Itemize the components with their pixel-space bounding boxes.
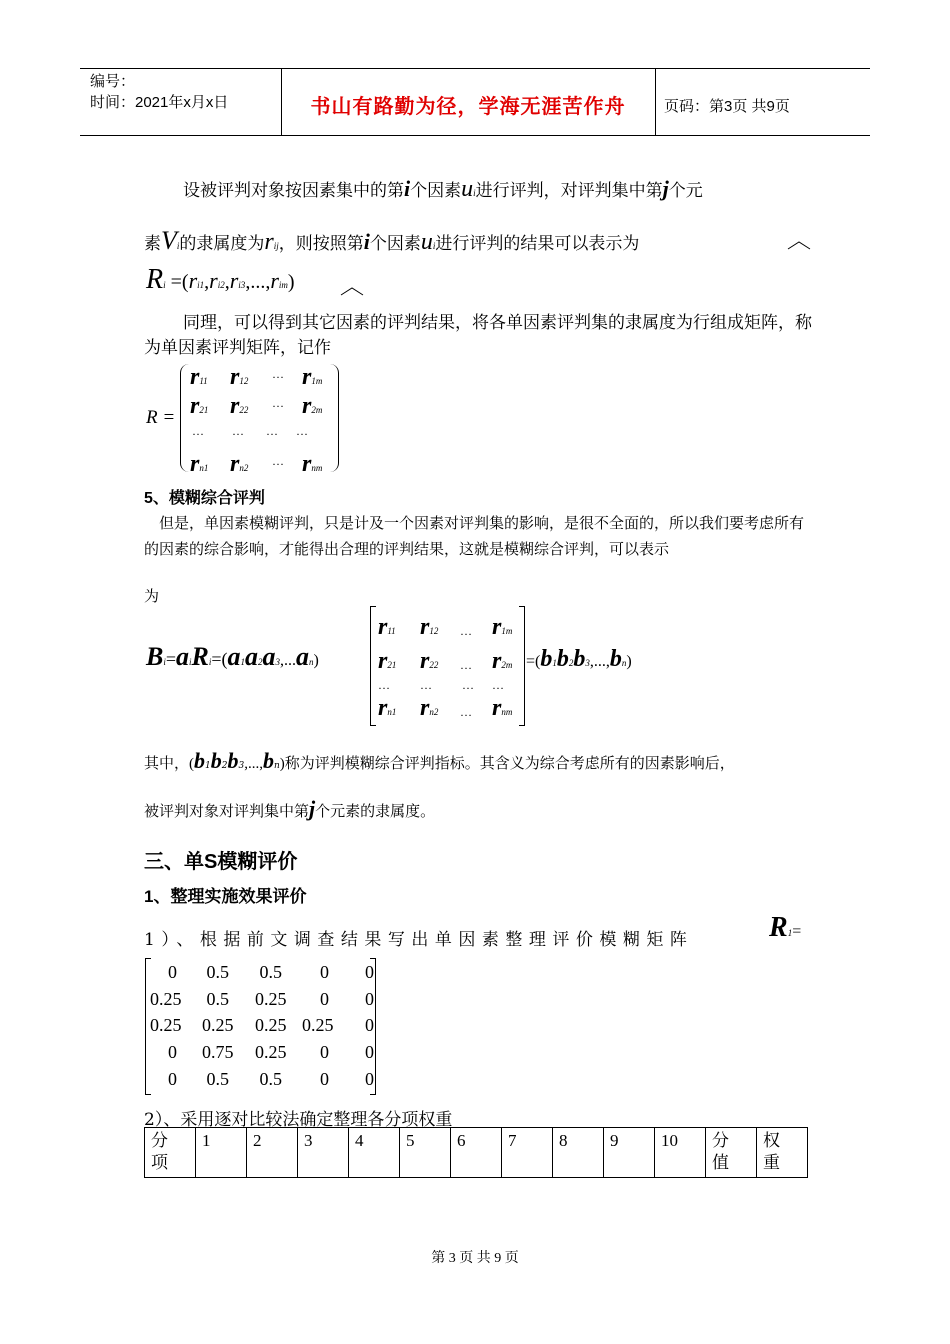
step-2-text: 2）、采用逐对比较法确定整理各分项权重 — [144, 1110, 453, 1130]
matrix-R1-cell: 0.25 — [150, 1015, 182, 1035]
p2-var-r: r — [264, 229, 274, 255]
hat-symbol-1 — [787, 240, 811, 250]
weight-table-header-cell: 10 — [655, 1128, 706, 1178]
matrix-R-rn1: rn1 — [190, 451, 209, 477]
step-1-R1: R1= — [769, 912, 802, 943]
weight-table-header-cell: 8 — [553, 1128, 604, 1178]
matrix-R-dots-2: ··· — [272, 399, 284, 413]
weight-table-header-cell: 2 — [247, 1128, 298, 1178]
header-number-label: 编号： — [90, 73, 136, 90]
matrix-R1-cell: 0 — [320, 989, 329, 1009]
weight-table-header-cell: 4 — [349, 1128, 400, 1178]
subsection-1-title: 1、整理实施效果评价 — [144, 887, 307, 906]
paragraph-2 — [144, 226, 639, 256]
matrix-R1-cell: 0 — [168, 962, 177, 982]
p1-var-j: j — [662, 176, 669, 201]
matrix-R1-cell: 0.5 — [206, 1069, 229, 1089]
header-divider-2 — [655, 68, 656, 135]
section-3-title: 三、单S模糊评价 — [144, 851, 298, 873]
p1-text-c: 进行评判，对评判集中第 — [475, 181, 663, 201]
matrix-R1-cell: 0.25 — [255, 989, 287, 1009]
weight-table-header-cell: 分 值 — [706, 1128, 757, 1178]
matrix-B-r2m: r2m — [492, 648, 513, 674]
p2-text-e: 进行评判的结果可以表示为 — [435, 234, 640, 254]
matrix-R1-cell: 0 — [320, 1042, 329, 1062]
matrix-R1-cell: 0 — [320, 962, 329, 982]
matrix-R1-cell: 0 — [365, 989, 374, 1009]
matrix-R-r1m: r1m — [302, 364, 323, 390]
matrix-R1-cell: 0 — [365, 962, 374, 982]
weight-table — [144, 1127, 808, 1178]
p1-text-a: 设被评判对象按因素集中的第 — [183, 181, 404, 201]
matrix-B-dots-row3: … … … … — [378, 678, 504, 692]
matrix-R-r21: r21 — [190, 393, 209, 419]
matrix-R1-cell: 0.25 — [255, 1015, 287, 1035]
matrix-B-left-bracket — [370, 606, 376, 726]
p2-var-i: i — [363, 229, 370, 254]
matrix-B-right-bracket — [519, 606, 525, 726]
matrix-R1-cell: 0.5 — [206, 989, 229, 1009]
weight-table-header-cell: 7 — [502, 1128, 553, 1178]
p2-var-u: u — [420, 229, 433, 255]
matrix-R-r12: r12 — [230, 364, 249, 390]
weight-table-header-cell: 权 重 — [757, 1128, 808, 1178]
b-formula-right: =(b1b2b3,...,bn) — [526, 646, 632, 672]
p6-text-b: 个元素的隶属度。 — [315, 802, 436, 820]
p5-text-a: 其中， — [144, 754, 190, 772]
b-formula-left: Bi=aiRi=(a1a2a3,...an) — [146, 642, 319, 671]
p2-text-c: ，则按照第 — [278, 234, 364, 254]
matrix-B-r21: r21 — [378, 648, 397, 674]
weight-table-header-cell: 3 — [298, 1128, 349, 1178]
matrix-B-dots-4: … — [460, 705, 472, 719]
matrix-B-rn1: rn1 — [378, 695, 397, 721]
header-motto: 书山有路勤为径，学海无涯苦作舟 — [310, 96, 626, 118]
matrix-R1-cell: 0.75 — [202, 1042, 234, 1062]
matrix-R1-cell: 0.5 — [259, 1069, 282, 1089]
p2-text-d: 个因素 — [369, 234, 421, 254]
matrix-R-dots-1: ··· — [272, 370, 284, 384]
p2-text-a: 素 — [144, 234, 161, 254]
p2-sub-i2: i — [432, 241, 436, 251]
matrix-R1-cell: 0 — [168, 1042, 177, 1062]
p1-sub-i: i — [473, 188, 476, 198]
matrix-B-dots-1: … — [460, 624, 472, 638]
matrix-B-r22: r22 — [420, 648, 439, 674]
matrix-R1-cell: 0.25 — [302, 1015, 334, 1035]
p1-text-b: 个因素 — [410, 181, 462, 201]
p6-var-j: j — [309, 796, 316, 821]
weight-table-header-cell: 分 项 — [145, 1128, 196, 1178]
weight-table-header-cell: 5 — [400, 1128, 451, 1178]
weight-table-header-row — [145, 1128, 808, 1178]
matrix-R1-cell: 0.5 — [259, 962, 282, 982]
matrix-R-r22: r22 — [230, 393, 249, 419]
matrix-R-right-paren — [330, 364, 339, 472]
header-top-rule — [80, 68, 870, 69]
p2-var-V: V — [161, 226, 177, 255]
matrix-B-rnm: rnm — [492, 695, 513, 721]
weight-table-header-cell: 1 — [196, 1128, 247, 1178]
paragraph-4-end: 为 — [144, 587, 160, 605]
matrix-R-left-paren — [180, 364, 189, 472]
paragraph-5: 其中，(b1b2b3,...,bn)称为评判模糊综合评判指标。其含义为综合考虑所有的因素影响后， — [144, 748, 735, 773]
p1-text-d: 个元 — [668, 181, 703, 201]
matrix-B-r1m: r1m — [492, 614, 513, 640]
matrix-B-rn2: rn2 — [420, 695, 439, 721]
p2-text-b: 的隶属度为 — [179, 234, 265, 254]
p6-text-a: 被评判对象对评判集中第 — [144, 802, 310, 820]
paragraph-3: 同理，可以得到其它因素的评判结果，将各单因素评判集的隶属度为行组成矩阵，称为单因素评判矩阵，记作 — [144, 313, 812, 358]
ri-formula: Ri =(ri1,ri2,ri3,...,rim) — [146, 264, 295, 295]
matrix-R1-cell: 0 — [365, 1042, 374, 1062]
matrix-R1-cell: 0.5 — [206, 962, 229, 982]
matrix-R1-cell: 0.25 — [255, 1042, 287, 1062]
matrix-R-dots-row3: ··· ··· ··· ··· — [192, 427, 308, 441]
page-footer: 第 3 页 共 9 页 — [431, 1251, 519, 1266]
paragraph-6 — [144, 796, 435, 822]
matrix-R1-cell: 0 — [365, 1069, 374, 1089]
section-5-title: 5、模糊综合评判 — [144, 490, 265, 507]
matrix-R-label: R = — [146, 407, 176, 428]
matrix-R-r2m: r2m — [302, 393, 323, 419]
paragraph-4: 但是，单因素模糊评判，只是计及一个因素对评判集的影响，是很不全面的，所以我们要考虑所有的因素的综合影响，才能得出合理的评判结果，这就是模糊综合评判，可以表示 — [144, 514, 805, 558]
weight-table-header-cell: 6 — [451, 1128, 502, 1178]
matrix-R1-cell: 0 — [168, 1069, 177, 1089]
paragraph-1 — [183, 176, 703, 203]
matrix-R-r11: r11 — [190, 364, 208, 390]
matrix-R1-cell: 0 — [320, 1069, 329, 1089]
hat-symbol-2 — [340, 286, 364, 296]
p2-sub-i: i — [176, 241, 180, 251]
matrix-R1-cell: 0 — [365, 1015, 374, 1035]
p1-var-i: i — [404, 176, 411, 201]
matrix-B-dots-2: … — [460, 658, 472, 672]
weight-table-header-cell: 9 — [604, 1128, 655, 1178]
matrix-R-rnm: rnm — [302, 451, 323, 477]
matrix-B-r11: r11 — [378, 614, 396, 640]
step-1-text: 1）、根据前文调查结果写出单因素整理评价模糊矩阵 — [144, 930, 694, 950]
matrix-R1-cell: 0.25 — [202, 1015, 234, 1035]
header-time-label: 时间：2021年x月x日 — [90, 94, 229, 111]
header-bottom-rule — [80, 135, 870, 136]
p1-var-u: u — [461, 176, 474, 202]
matrix-R-dots-4: ··· — [272, 457, 284, 471]
p2-sub-ij: ij — [273, 241, 279, 251]
matrix-B-r12: r12 — [420, 614, 439, 640]
p5-text-b: 称为评判模糊综合评判指标。其含义为综合考虑所有的因素影响后， — [284, 754, 735, 772]
matrix-R-rn2: rn2 — [230, 451, 249, 477]
matrix-R1-cell: 0.25 — [150, 989, 182, 1009]
header-page-info: 页码：第3页 共9页 — [664, 98, 790, 115]
